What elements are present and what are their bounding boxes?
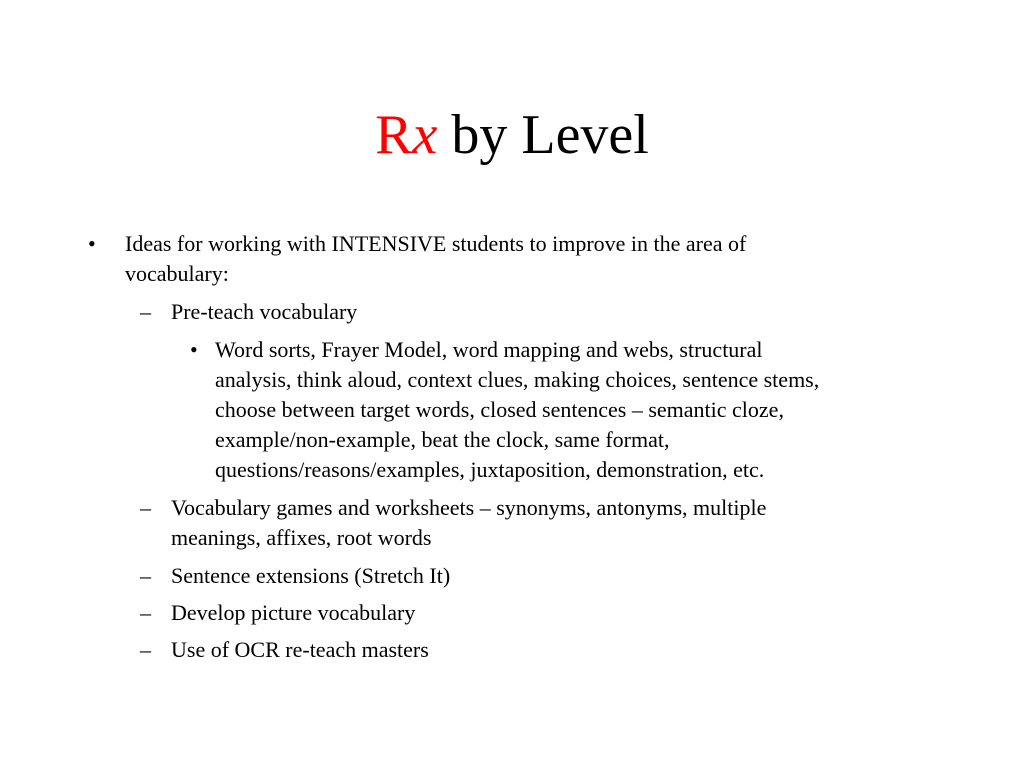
bullet-line: example/non-example, beat the clock, same format,	[215, 427, 670, 452]
bullet-text	[171, 561, 901, 591]
bullet-text	[171, 297, 901, 327]
bullet-text	[171, 493, 901, 553]
title-rest: by Level	[437, 104, 649, 166]
bullet-line: vocabulary:	[125, 261, 229, 286]
dash-marker: –	[140, 637, 151, 662]
bullet-line: questions/reasons/examples, juxtaposition, demonstration, etc.	[215, 457, 765, 482]
bullet-line: Pre-teach vocabulary	[171, 299, 358, 324]
bullet-line: meanings, affixes, root words	[171, 525, 432, 550]
dash-marker: –	[140, 600, 151, 625]
bullet-line: Vocabulary games and worksheets – synonyms, antonyms, multiple	[171, 495, 767, 520]
dash-marker: –	[140, 563, 151, 588]
bullet-line: Word sorts, Frayer Model, word mapping and webs, structural	[215, 337, 763, 362]
bullet-line: Use of OCR re-teach masters	[171, 637, 429, 662]
bullet-line: Ideas for working with INTENSIVE students to improve in the area of	[125, 231, 747, 256]
bullet-marker: •	[190, 337, 198, 362]
bullet-text	[125, 229, 885, 289]
bullet-text	[171, 635, 901, 665]
bullet-marker: •	[88, 231, 96, 256]
bullet-line: Develop picture vocabulary	[171, 600, 416, 625]
bullet-line: analysis, think aloud, context clues, making choices, sentence stems,	[215, 367, 820, 392]
rx-x: x	[412, 104, 438, 166]
bullet-text	[171, 598, 901, 628]
dash-marker: –	[140, 495, 151, 520]
bullet-line: choose between target words, closed sentences – semantic cloze,	[215, 397, 784, 422]
rx-symbol	[375, 104, 437, 166]
rx-r: R	[375, 104, 413, 166]
dash-marker: –	[140, 299, 151, 324]
bullet-line: Sentence extensions (Stretch It)	[171, 563, 451, 588]
slide-title	[0, 100, 1024, 170]
bullet-text	[215, 335, 935, 485]
